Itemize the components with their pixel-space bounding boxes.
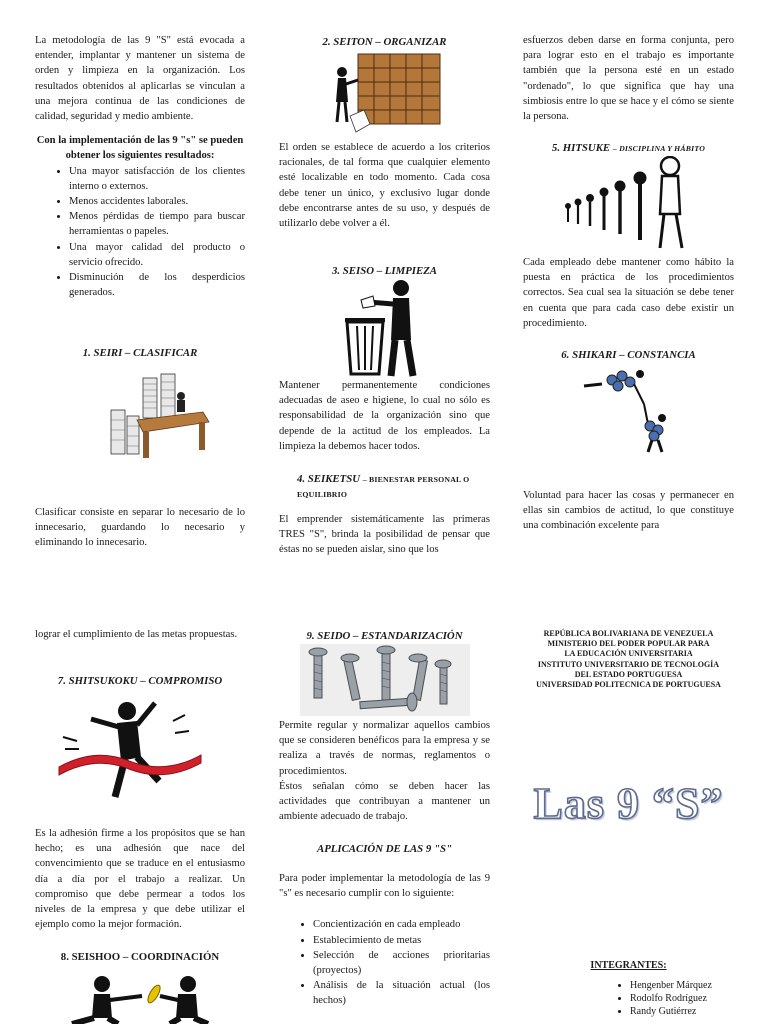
list-item: • Análisis de la situación actual (los hechos)	[313, 978, 490, 1008]
list-item: • Concientización en cada empleado	[313, 917, 490, 932]
hitsuke-subtitle: – DISCIPLINA Y HÁBITO	[612, 144, 706, 153]
integrantes-title: INTEGRANTES:	[590, 960, 667, 971]
intro-paragraph: La metodología de las 9 "S" está evocada a entender, implantar y mantener un sistema de orden y limpieza en la organización. Los resultados obtenidos al aplicarlas se vinculan a una mejora continua de las condiciones de calidad, seguridad y medio ambiente.	[35, 35, 245, 123]
institution-line: INSTITUTO UNIVERSITARIO DE TECNOLOGÍA	[537, 659, 720, 669]
aplicacion-block	[279, 871, 490, 1009]
hitsuke-block	[523, 255, 734, 331]
continuation-paragraph: lograr el cumplimiento de las metas propuestas.	[35, 629, 238, 640]
shikari-block	[523, 488, 734, 534]
seiketsu-subtitle: – BIENESTAR PERSONAL O EQUILIBRIO	[297, 475, 470, 500]
seido-paragraph-1: Permite regular y normalizar aquellos cambios que se consideren benéficos para la empresa y se realiza a través de normas, reglamentos o procedimientos.	[279, 720, 490, 777]
results-list	[35, 164, 245, 301]
screws-illustration	[300, 644, 470, 716]
seiketsu-title: 4. SEIKETSU	[297, 473, 361, 485]
seido-heading: 9. SEIDO – ESTANDARIZACIÓN	[306, 630, 463, 642]
shitsukoku-heading: 7. SHITSUKOKU – COMPROMISO	[57, 675, 223, 687]
seiri-paragraph: Clasificar consiste en separar lo necesario de lo innecesario, guardando lo necesario y eliminando lo innecesario.	[35, 507, 245, 549]
seiketsu-block	[279, 512, 490, 558]
seiso-paragraph: Mantener permanentemente condiciones adecuadas de aseo e higiene, lo cual no sólo es responsabilidad de la organización sino que depende de la actitud de los empleados. La limpieza la debemos hacer todos.	[279, 380, 490, 452]
intro-block	[35, 33, 245, 300]
shitsukoku-paragraph: Es la adhesión firme a los propósitos que se han hecho; es una adhesión que nace del convencimiento que se traduce en el entusiasmo día a día por el trabajo a realizar. Un compromiso que debe permear a todos los niveles de la empresa y que debe utilizar el ejemplo como la mejor formación.	[35, 828, 245, 931]
office-desk-illustration	[103, 370, 213, 462]
seiton-block	[279, 140, 490, 231]
list-item: • Selección de acciones prioritarias (proyectos)	[313, 948, 490, 978]
seido-paragraph-2: Éstos señalan cómo se deben hacer las actividades que contribuyan a mantener un ambiente adecuado de trabajo.	[279, 780, 490, 823]
list-item: • Una mayor satisfacción de los clientes interno o externos.	[69, 164, 245, 194]
seiton-heading: 2. SEITON – ORGANIZAR	[322, 36, 447, 48]
institution-line: REPÚBLICA BOLIVARIANA DE VENEZUELA	[543, 629, 714, 638]
shitsukoku-block	[35, 826, 245, 932]
aplicacion-heading: APLICACIÓN DE LAS 9 "S"	[317, 843, 452, 855]
integrantes-list	[590, 980, 712, 1018]
growing-figures-illustration	[560, 156, 700, 251]
institution-line: UNIVERSIDAD POLITECNICA DE PORTUGUESA	[536, 680, 721, 690]
hitsuke-paragraph: Cada empleado debe mantener como hábito la puesta en práctica de los procedimientos correctos. Sea cual sea la situación se debe tener en cuenta que para cada caso debe existir un procedimiento.	[523, 257, 734, 329]
seiketsu-paragraph: El emprender sistemáticamente las primeras TRES "S", brinda la posibilidad de pensar que éstas no se pueden aislar, sino que los	[279, 514, 490, 556]
seiri-heading: 1. SEIRI – CLASIFICAR	[82, 347, 198, 359]
continuation-block	[523, 33, 734, 124]
aplicacion-paragraph: Para poder implementar la metodología de las 9 "s" es necesario cumplir con lo siguiente:	[279, 873, 490, 900]
institution-header	[523, 629, 734, 690]
seiton-paragraph: El orden se establece de acuerdo a los criterios racionales, de tal forma que cualquier elemento esté localizable en todo momento. Cada cosa debe tener un único, y exclusivo lugar donde debe encontrarse antes de su uso, y después de utilizarlo debe volver a él.	[279, 142, 490, 230]
seishoo-heading: 8. SEISHOO – COORDINACIÓN	[60, 951, 220, 963]
aplicacion-list	[279, 917, 490, 1008]
seiri-block	[35, 505, 245, 551]
list-item: • Una mayor calidad del producto o servicio ofrecido.	[69, 240, 245, 270]
shikari-heading: 6. SHIKARI – CONSTANCIA	[561, 349, 696, 361]
climbers-illustration	[582, 364, 682, 454]
hitsuke-title: 5. HITSUKE	[551, 142, 611, 154]
hitsuke-heading	[523, 141, 734, 156]
seiso-heading: 3. SEISO – LIMPIEZA	[332, 265, 437, 277]
list-item: • Hengenber Márquez	[630, 980, 712, 993]
shelf-illustration	[330, 50, 450, 140]
institution-line: MINISTERIO DEL PODER POPULAR PARA	[547, 639, 710, 649]
list-item: • Menos pérdidas de tiempo para buscar herramientas o papeles.	[69, 209, 245, 239]
runner-finish-line-illustration	[55, 697, 205, 812]
seido-block	[279, 718, 490, 824]
list-item: • Disminución de los desperdicios generados.	[69, 270, 245, 300]
list-item: • Establecimiento de metas	[313, 933, 490, 948]
list-item: • Rodolfo Rodríguez	[630, 993, 712, 1006]
list-item: • Menos accidentes laborales.	[69, 194, 245, 209]
continuation-paragraph: esfuerzos deben darse en forma conjunta, pero para lograr esto en el trabajo es importante también que la persona esté en un estado "ordenado", lo que significa que hay una simbiosis entre lo que se hace y el cómo se siente la persona.	[523, 35, 734, 123]
results-title: Con la implementación de las 9 "s" se pueden obtener los siguientes resultados:	[36, 135, 244, 162]
relay-runners-illustration	[62, 972, 212, 1024]
shikari-paragraph: Voluntad para hacer las cosas y permanecer en ellas sin cambios de actitud, lo que constituye una combinación excelente para	[523, 490, 734, 532]
list-item: • Randy Gutiérrez	[630, 1006, 712, 1019]
seiketsu-heading	[279, 472, 490, 502]
continuation-block-2	[35, 627, 245, 642]
seiso-block	[279, 378, 490, 454]
institution-line: LA EDUCACIÓN UNIVERSITARIA	[564, 649, 693, 659]
cover-title: Las 9 “S”	[533, 779, 724, 828]
trash-bin-illustration	[343, 278, 423, 378]
institution-line: DEL ESTADO PORTUGUESA	[574, 669, 683, 679]
